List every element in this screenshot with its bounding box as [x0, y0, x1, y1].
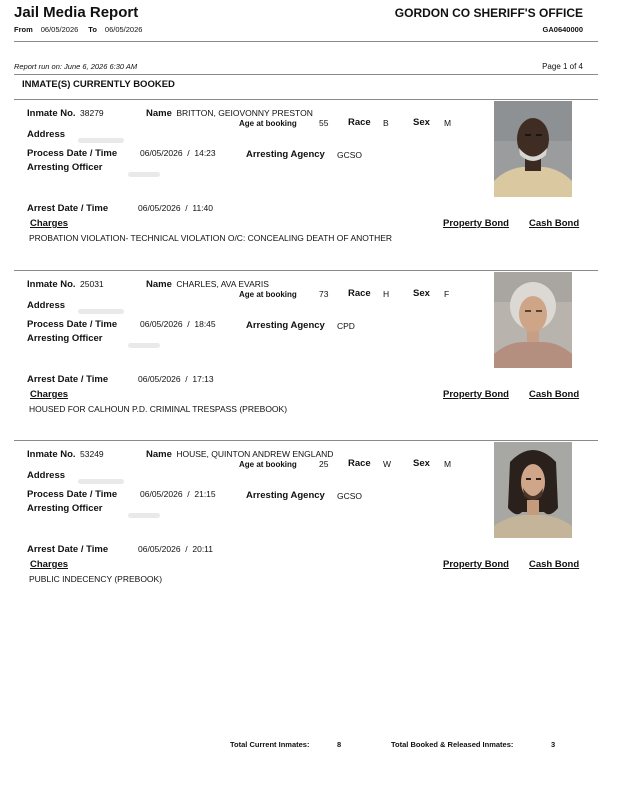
- sex-value: F: [444, 289, 450, 299]
- agency-label: Arresting Agency: [246, 320, 325, 331]
- total-current-value: 8: [337, 740, 342, 749]
- race-label: Race: [348, 288, 371, 299]
- property-bond-label: Property Bond: [443, 389, 509, 400]
- cash-bond-label: Cash Bond: [529, 559, 580, 570]
- inmate-photo: [494, 442, 572, 538]
- process-label: Process Date / Time: [27, 489, 118, 500]
- inmate-no-label: Inmate No.: [27, 449, 76, 460]
- charges-label: Charges: [30, 559, 69, 570]
- race-value: W: [383, 459, 392, 469]
- name-value: CHARLES, AVA EVARIS: [176, 279, 269, 289]
- officer-redacted: [128, 507, 160, 525]
- name-value: BRITTON, GEIOVONNY PRESTON: [176, 108, 313, 118]
- race-label: Race: [348, 117, 371, 128]
- property-bond-label: Property Bond: [443, 218, 509, 229]
- process-date: 06/05/2026: [140, 489, 183, 499]
- inmate-no-value: 53249: [80, 449, 104, 459]
- name-label: Name: [146, 279, 172, 290]
- process-datetime: 06/05/2026 / 14:23: [140, 148, 216, 158]
- inmate-no-value: 38279: [80, 108, 104, 118]
- address-label: Address: [27, 129, 66, 140]
- agency-value: GCSO: [337, 150, 363, 160]
- arrest-time: 20:11: [192, 544, 213, 554]
- process-time: 18:45: [194, 319, 216, 329]
- inmate-photo: [494, 101, 572, 197]
- section-divider-top: [14, 74, 598, 75]
- header-divider: [14, 41, 598, 42]
- age-value: 25: [319, 459, 329, 469]
- inmate-record: [0, 99, 617, 269]
- inmate-no-label: Inmate No.: [27, 108, 76, 119]
- age-label: Age at booking: [239, 290, 297, 299]
- report-title: Jail Media Report: [14, 4, 139, 21]
- process-time: 21:15: [194, 489, 216, 499]
- age-value: 73: [319, 289, 329, 299]
- name-value: HOUSE, QUINTON ANDREW ENGLAND: [176, 449, 334, 459]
- age-label: Age at booking: [239, 460, 297, 469]
- from-label: From: [14, 25, 33, 34]
- officer-redacted: [128, 166, 160, 184]
- arrest-datetime: 06/05/2026 / 17:13: [138, 374, 214, 384]
- race-label: Race: [348, 458, 371, 469]
- officer-label: Arresting Officer: [27, 333, 103, 344]
- process-label: Process Date / Time: [27, 319, 118, 330]
- report-run-on: Report run on: June 6, 2026 6:30 AM: [14, 62, 138, 71]
- arrest-datetime: 06/05/2026 / 20:11: [138, 544, 213, 554]
- charge-description: HOUSED FOR CALHOUN P.D. CRIMINAL TRESPASS (PREBOOK): [29, 404, 288, 414]
- cash-bond-label: Cash Bond: [529, 218, 580, 229]
- age-label: Age at booking: [239, 119, 297, 128]
- address-label: Address: [27, 470, 66, 481]
- cash-bond-label: Cash Bond: [529, 389, 580, 400]
- charge-description: PROBATION VIOLATION- TECHNICAL VIOLATION O/C: CONCEALING DEATH OF ANOTHER: [29, 233, 393, 243]
- arrest-date: 06/05/2026: [138, 203, 181, 213]
- officer-label: Arresting Officer: [27, 503, 103, 514]
- name-label: Name: [146, 449, 172, 460]
- section-title: INMATE(S) CURRENTLY BOOKED: [22, 79, 175, 90]
- agency-value: CPD: [337, 321, 355, 331]
- process-label: Process Date / Time: [27, 148, 118, 159]
- to-date: 06/05/2026: [104, 25, 143, 34]
- page-number: Page 1 of 4: [542, 62, 583, 71]
- total-released-label: Total Booked & Released Inmates:: [391, 740, 514, 749]
- inmate-record: [0, 270, 617, 440]
- to-label: To: [88, 25, 97, 34]
- process-datetime: 06/05/2026 / 21:15: [140, 489, 216, 499]
- ori-number: GA0640000: [542, 25, 583, 34]
- process-date: 06/05/2026: [140, 148, 183, 158]
- inmate-number-row: [27, 103, 104, 121]
- agency-name: GORDON CO SHERIFF'S OFFICE: [394, 6, 583, 20]
- sex-label: Sex: [413, 117, 430, 128]
- agency-value: GCSO: [337, 491, 363, 501]
- charges-label: Charges: [30, 389, 69, 400]
- sex-value: M: [444, 118, 452, 128]
- sex-label: Sex: [413, 458, 430, 469]
- inmate-number-row: [27, 274, 104, 292]
- total-current-label: Total Current Inmates:: [230, 740, 310, 749]
- officer-redacted: [128, 337, 160, 355]
- process-time: 14:23: [194, 148, 216, 158]
- arrest-time: 11:40: [192, 203, 213, 213]
- sex-label: Sex: [413, 288, 430, 299]
- process-datetime: 06/05/2026 / 18:45: [140, 319, 216, 329]
- charge-description: PUBLIC INDECENCY (PREBOOK): [29, 574, 163, 584]
- agency-label: Arresting Agency: [246, 490, 325, 501]
- property-bond-label: Property Bond: [443, 559, 509, 570]
- agency-label: Arresting Agency: [246, 149, 325, 160]
- arrest-date: 06/05/2026: [138, 374, 181, 384]
- arrest-label: Arrest Date / Time: [27, 374, 109, 385]
- total-released-value: 3: [551, 740, 556, 749]
- charges-label: Charges: [30, 218, 69, 229]
- inmate-photo: [494, 272, 572, 368]
- arrest-label: Arrest Date / Time: [27, 544, 109, 555]
- inmate-number-row: [27, 444, 104, 462]
- age-value: 55: [319, 118, 329, 128]
- race-value: B: [383, 118, 389, 128]
- arrest-label: Arrest Date / Time: [27, 203, 109, 214]
- race-value: H: [383, 289, 390, 299]
- arrest-time: 17:13: [192, 374, 214, 384]
- inmate-no-label: Inmate No.: [27, 279, 76, 290]
- officer-label: Arresting Officer: [27, 162, 103, 173]
- date-range: [14, 25, 152, 34]
- inmate-record: [0, 440, 617, 610]
- from-date: 06/05/2026: [40, 25, 79, 34]
- name-label: Name: [146, 108, 172, 119]
- sex-value: M: [444, 459, 452, 469]
- process-date: 06/05/2026: [140, 319, 183, 329]
- inmate-no-value: 25031: [80, 279, 104, 289]
- arrest-date: 06/05/2026: [138, 544, 181, 554]
- arrest-datetime: 06/05/2026 / 11:40: [138, 203, 213, 213]
- address-label: Address: [27, 300, 66, 311]
